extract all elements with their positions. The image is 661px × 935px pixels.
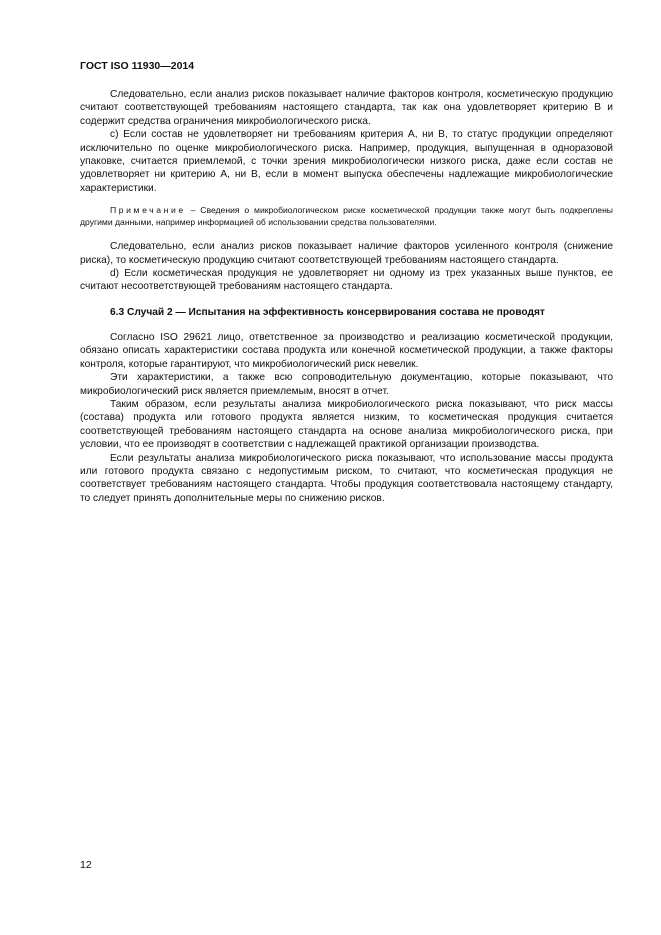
body-paragraph: Следовательно, если анализ рисков показывает наличие факторов усиленного контроля (снижение риска), то косметическую продукцию считают соответствующей требованиям настоящего стандарта.: [80, 241, 613, 266]
note-text: – Сведения о микробиологическом риске косметической продукции также могут быть подкреплены другими данными, например информацией об использовании средства пользователями.: [80, 205, 613, 228]
body-paragraph: с) Если состав не удовлетворяет ни требованиям критерия А, ни В, то статус продукции определяют исключительно по оценке микробиологического риска. Например, продукция, выпущенная в одноразовой упаковке, считается приемлемой, с точки зрения микробиологически низкого риска, даже если состав не удовлетворяет ни критерию А, ни В, если в момент выпуска обеспечены надлежащие микробиологические характеристики.: [80, 129, 613, 194]
body-paragraph: Эти характеристики, а также всю сопроводительную документацию, которые показывают, что микробиологический риск является приемлемым, вносят в отчет.: [80, 372, 613, 397]
body-paragraph: Таким образом, если результаты анализа микробиологического риска показывают, что риск массы (состава) продукта или готового продукта является низким, то косметическая продукция считается соответствующей требованиям настоящего стандарта на основе анализа микробиологического риска, при условии, что ее производят в соответствии с надлежащей практикой организации производства.: [80, 398, 613, 451]
section-heading: 6.3 Случай 2 — Испытания на эффективность консервирования состава не проводят: [110, 306, 545, 318]
document-body: [80, 88, 613, 505]
note-paragraph: [80, 204, 613, 228]
body-paragraph: d) Если косметическая продукция не удовлетворяет ни одному из трех указанных выше пунктов, ее считают несоответствующей требованиям настоящего стандарта.: [80, 268, 613, 293]
page-number: 12: [80, 859, 92, 871]
body-paragraph: Согласно ISO 29621 лицо, ответственное за производство и реализацию косметической продукции, обязано описать характеристики состава продукта или конечной косметической продукции, а также факторы контроля, которые гарантируют, что микробиологический риск невелик.: [80, 331, 613, 370]
body-paragraph: Если результаты анализа микробиологического риска показывают, что использование массы продукта или готового продукта связано с недопустимым риском, то считают, что косметическая продукция не соответствует требованиям настоящего стандарта. Чтобы продукция соответствовала настоящему стандарту, то следует принять дополнительные меры по снижению рисков.: [80, 452, 613, 504]
note-label: Примечание: [110, 205, 186, 216]
document-header: ГОСТ ISO 11930—2014: [80, 60, 195, 72]
body-paragraph: Следовательно, если анализ рисков показывает наличие факторов контроля, косметическую продукцию считают соответствующей требованиям настоящего стандарта, так как она удовлетворяет критерию В и содержит средства ограничения микробиологического риска.: [80, 89, 613, 127]
